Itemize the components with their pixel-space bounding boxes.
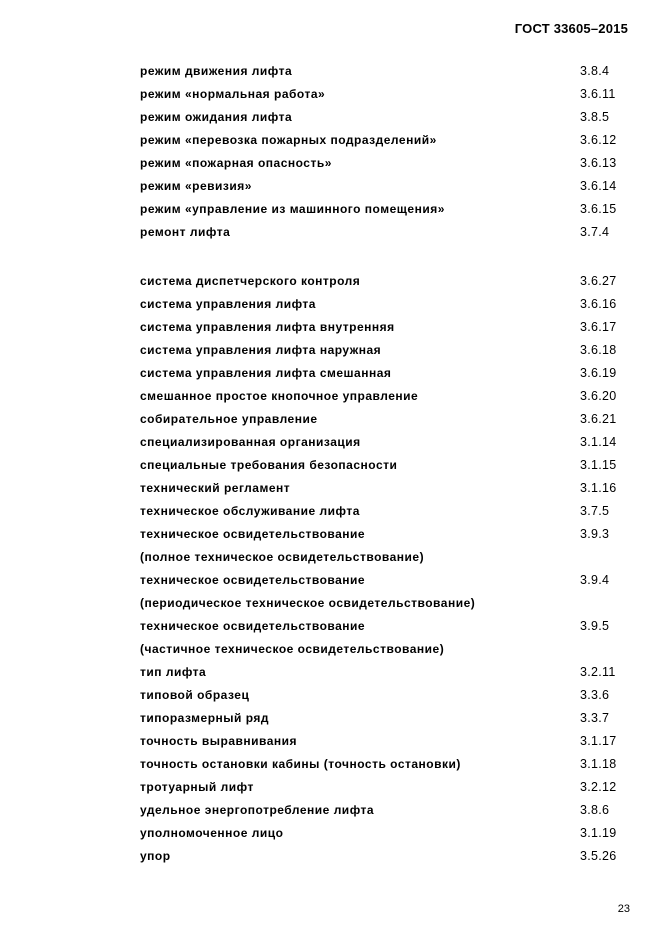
index-ref: 3.9.3: [580, 527, 610, 541]
index-term-qualifier: (частичное техническое освидетельствование): [140, 642, 445, 656]
index-ref: 3.1.16: [580, 481, 617, 495]
index-ref: 3.3.6: [580, 688, 610, 702]
term-index: [140, 60, 630, 868]
index-term: техническое обслуживание лифта: [140, 504, 360, 518]
index-ref: 3.6.14: [580, 179, 617, 193]
index-group-s-u: [140, 270, 630, 868]
index-term: режим «пожарная опасность»: [140, 156, 332, 170]
index-term: собирательное управление: [140, 412, 318, 426]
index-ref: 3.1.14: [580, 435, 617, 449]
index-term: система управления лифта: [140, 297, 316, 311]
index-term: точность остановки кабины (точность остановки): [140, 757, 461, 771]
index-term: система диспетчерского контроля: [140, 274, 361, 288]
page-number: 23: [617, 903, 630, 915]
index-row-continuation: [140, 592, 630, 615]
index-group-r: [140, 60, 630, 244]
index-ref: 3.8.4: [580, 64, 610, 78]
index-row: [140, 684, 630, 707]
index-row-continuation: [140, 546, 630, 569]
index-row-continuation: [140, 638, 630, 661]
index-term: специальные требования безопасности: [140, 458, 398, 472]
index-row: [140, 175, 630, 198]
index-ref: 3.7.4: [580, 225, 610, 239]
index-row: [140, 454, 630, 477]
index-term: специализированная организация: [140, 435, 361, 449]
index-term: точность выравнивания: [140, 734, 298, 748]
index-ref: 3.6.16: [580, 297, 617, 311]
index-term: техническое освидетельствование: [140, 619, 366, 633]
index-ref: 3.1.18: [580, 757, 617, 771]
index-term: удельное энергопотребление лифта: [140, 803, 375, 817]
index-term: упор: [140, 849, 171, 863]
index-ref: 3.6.19: [580, 366, 617, 380]
index-ref: 3.6.12: [580, 133, 617, 147]
index-row: [140, 799, 630, 822]
index-row: [140, 431, 630, 454]
index-row: [140, 385, 630, 408]
index-term: режим «нормальная работа»: [140, 87, 326, 101]
index-term: режим «управление из машинного помещения»: [140, 202, 445, 216]
index-row: [140, 661, 630, 684]
index-ref: 3.6.15: [580, 202, 617, 216]
index-term: режим «перевозка пожарных подразделений»: [140, 133, 437, 147]
index-ref: 3.2.12: [580, 780, 617, 794]
index-row: [140, 477, 630, 500]
index-term: техническое освидетельствование: [140, 573, 366, 587]
index-ref: 3.6.11: [580, 87, 616, 101]
index-row: [140, 523, 630, 546]
index-term: тип лифта: [140, 665, 207, 679]
index-row: [140, 129, 630, 152]
index-row: [140, 60, 630, 83]
index-row: [140, 730, 630, 753]
index-row: [140, 500, 630, 523]
index-ref: 3.8.5: [580, 110, 610, 124]
index-term-qualifier: (периодическое техническое освидетельствование): [140, 596, 476, 610]
index-row: [140, 707, 630, 730]
index-ref: 3.6.20: [580, 389, 617, 403]
index-row: [140, 83, 630, 106]
index-row: [140, 615, 630, 638]
index-term: режим движения лифта: [140, 64, 293, 78]
index-term: режим «ревизия»: [140, 179, 252, 193]
index-term: система управления лифта смешанная: [140, 366, 392, 380]
index-term: техническое освидетельствование: [140, 527, 366, 541]
index-term: технический регламент: [140, 481, 291, 495]
index-row: [140, 408, 630, 431]
index-term: типовой образец: [140, 688, 250, 702]
index-ref: 3.1.19: [580, 826, 617, 840]
index-ref: 3.9.5: [580, 619, 610, 633]
index-ref: 3.8.6: [580, 803, 610, 817]
index-ref: 3.6.18: [580, 343, 617, 357]
index-row: [140, 569, 630, 592]
index-term: режим ожидания лифта: [140, 110, 293, 124]
index-row: [140, 293, 630, 316]
index-term: система управления лифта внутренняя: [140, 320, 395, 334]
document-code-header: ГОСТ 33605–2015: [514, 21, 628, 36]
index-row: [140, 339, 630, 362]
index-term: типоразмерный ряд: [140, 711, 270, 725]
index-ref: 3.6.17: [580, 320, 617, 334]
index-ref: 3.6.13: [580, 156, 617, 170]
index-row: [140, 198, 630, 221]
index-term: уполномоченное лицо: [140, 826, 284, 840]
index-ref: 3.7.5: [580, 504, 610, 518]
index-row: [140, 776, 630, 799]
index-row: [140, 845, 630, 868]
index-row: [140, 753, 630, 776]
index-ref: 3.1.17: [580, 734, 617, 748]
index-row: [140, 221, 630, 244]
index-row: [140, 152, 630, 175]
index-ref: 3.5.26: [580, 849, 617, 863]
index-ref: 3.6.21: [580, 412, 617, 426]
index-row: [140, 316, 630, 339]
index-term: смешанное простое кнопочное управление: [140, 389, 419, 403]
index-ref: 3.3.7: [580, 711, 610, 725]
index-term-qualifier: (полное техническое освидетельствование): [140, 550, 425, 564]
index-term: тротуарный лифт: [140, 780, 254, 794]
index-ref: 3.6.27: [580, 274, 617, 288]
index-term: система управления лифта наружная: [140, 343, 382, 357]
index-ref: 3.9.4: [580, 573, 610, 587]
index-row: [140, 822, 630, 845]
index-ref: 3.1.15: [580, 458, 617, 472]
index-term: ремонт лифта: [140, 225, 231, 239]
index-row: [140, 362, 630, 385]
index-row: [140, 270, 630, 293]
index-row: [140, 106, 630, 129]
index-ref: 3.2.11: [580, 665, 616, 679]
